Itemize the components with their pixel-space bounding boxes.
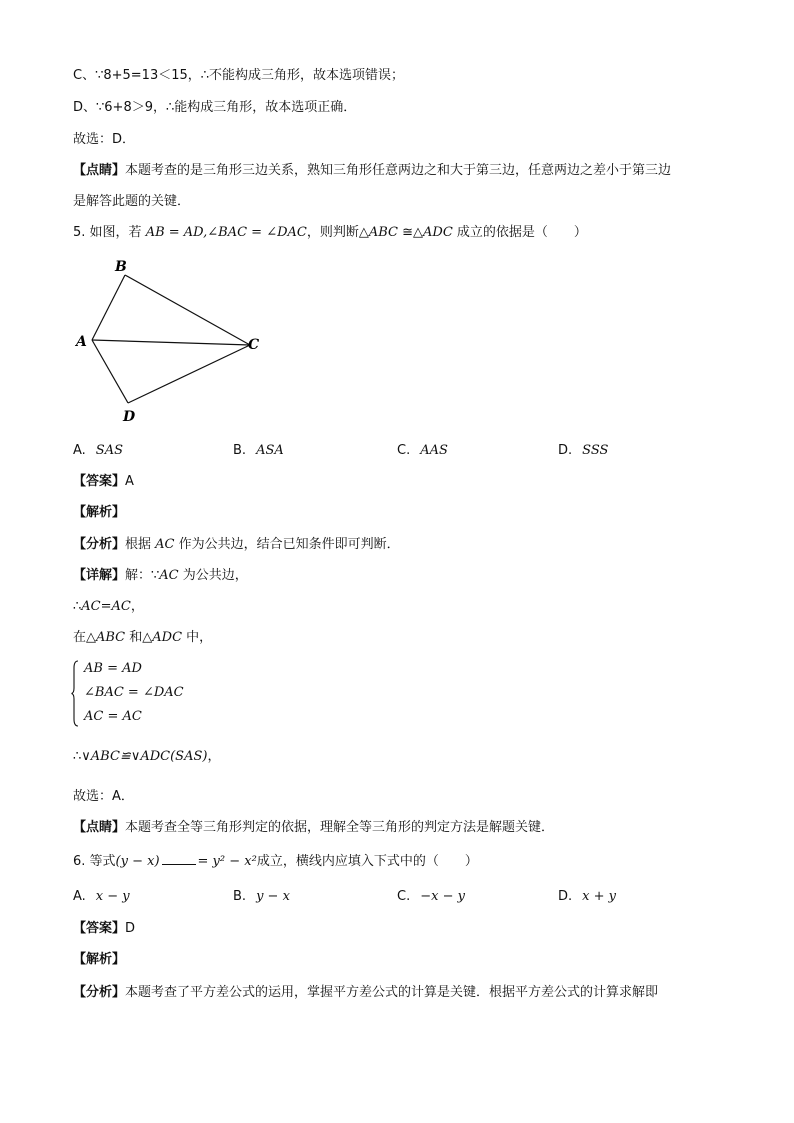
vertex-c-label: C <box>248 337 260 353</box>
answer-blank <box>162 852 196 865</box>
system-line-2: ∠BAC = ∠DAC <box>84 685 184 700</box>
q5-conclusion: ∴∨ABC≌∨ADC(SAS)， <box>73 749 221 764</box>
q5-fenxi: 【分析】根据 AC 作为公共边，结合已知条件即可判断． <box>73 537 400 552</box>
option-d-explanation: D、∵6+8＞9，∴能构成三角形，故本选项正确． <box>73 100 357 115</box>
q5-option-c: C. AAS <box>397 443 448 458</box>
edge-ab <box>92 275 125 340</box>
q6-option-b: B. y − x <box>233 889 290 904</box>
comment-line-2: 是解答此题的关键． <box>73 194 191 209</box>
vertex-b-label: B <box>115 259 127 275</box>
q5-detail: 【详解】解：∵AC 为公共边， <box>73 568 248 583</box>
question-5-stem: 5. 如图，若 AB = AD,∠BAC = ∠DAC，则判断△ABC ≅△ADC 成立的依据是（ ） <box>73 225 587 240</box>
q6-option-a: A. x − y <box>73 889 130 904</box>
vertex-d-label: D <box>123 409 136 425</box>
edge-bc <box>125 275 250 345</box>
edge-ad <box>92 340 128 403</box>
q5-choice: 故选：A． <box>73 789 134 804</box>
q6-answer: 【答案】D <box>73 921 136 936</box>
q5-option-d: D. SSS <box>558 443 609 458</box>
option-c-explanation: C、∵8+5=13＜15，∴不能构成三角形，故本选项错误； <box>73 68 405 83</box>
q6-option-d: D. x + y <box>558 889 616 904</box>
comment-line-1: 【点睛】本题考查的是三角形三边关系，熟知三角形任意两边之和大于第三边，任意两边之差小于第三边 <box>73 163 672 178</box>
q6-fenxi: 【分析】本题考查了平方差公式的运用，掌握平方差公式的计算是关键．根据平方差公式的计算求解即 <box>73 985 659 1000</box>
system-line-3: AC = AC <box>84 709 142 724</box>
choice-line: 故选：D． <box>73 132 136 147</box>
q6-option-c: C. −x − y <box>397 889 465 904</box>
q5-answer: 【答案】A <box>73 474 134 489</box>
geometry-figure <box>70 255 270 425</box>
q5-in-triangles: 在△ABC 和△ADC 中， <box>73 630 213 645</box>
q5-comment: 【点睛】本题考查全等三角形判定的依据，理解全等三角形的判定方法是解题关键． <box>73 820 555 835</box>
system-line-1: AB = AD <box>84 661 142 676</box>
edge-dc <box>128 345 250 403</box>
q6-analysis-heading: 【解析】 <box>73 952 126 967</box>
vertex-a-label: A <box>76 334 87 350</box>
q5-analysis-heading: 【解析】 <box>73 505 126 520</box>
question-6-stem: 6. 等式(y − x) = y² − x²成立，横线内应填入下式中的（ ） <box>73 854 478 869</box>
q5-option-a: A. SAS <box>73 443 123 458</box>
edge-ac <box>92 340 250 345</box>
system-brace <box>71 660 79 727</box>
q5-option-b: B. ASA <box>233 443 284 458</box>
q5-ac-equal: ∴AC=AC， <box>73 599 144 614</box>
